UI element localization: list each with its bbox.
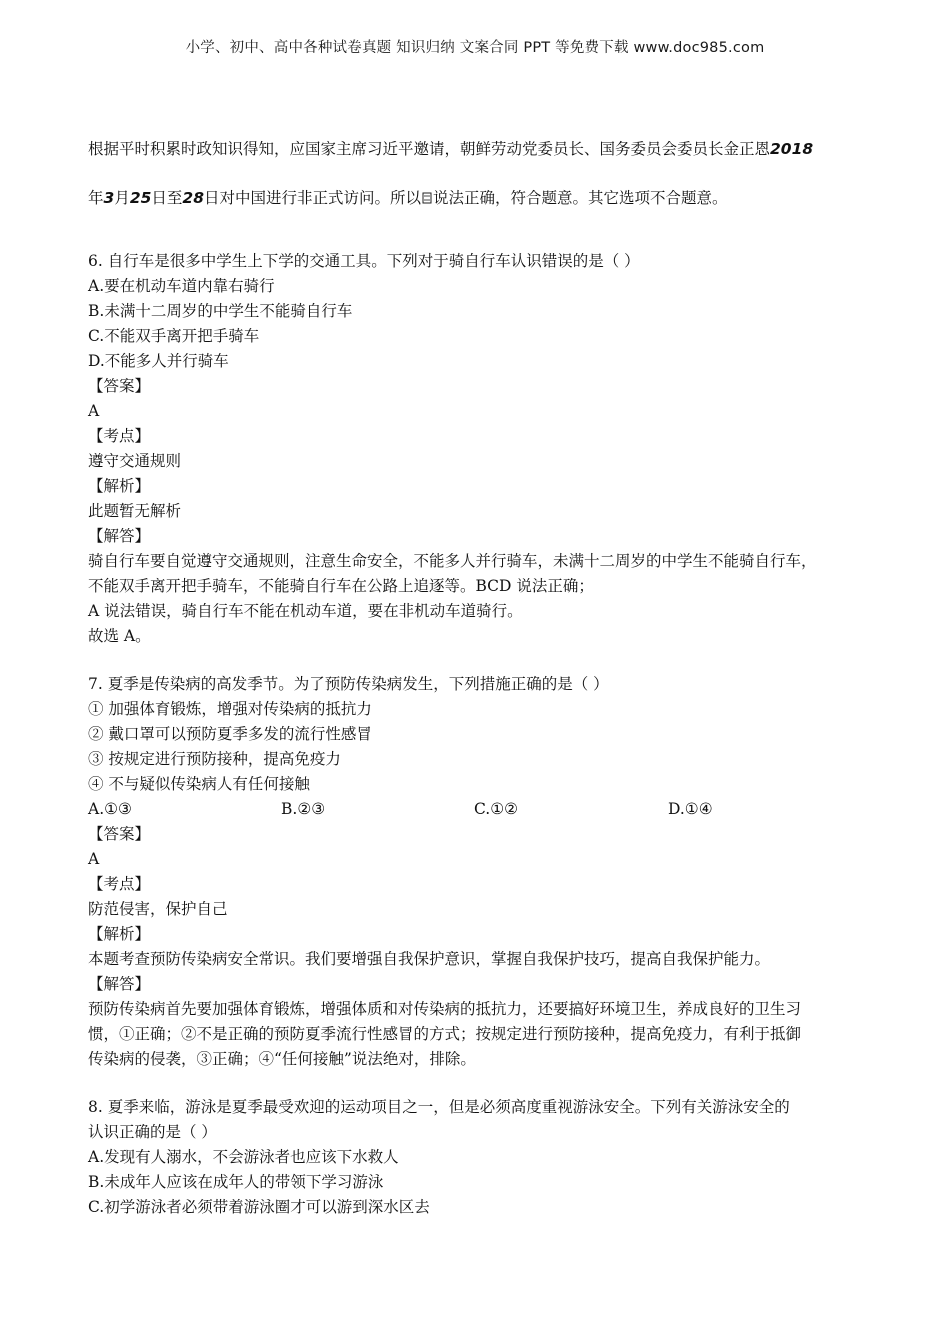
q7-analysis-heading: 【解析】 <box>88 925 151 943</box>
q6-analysis: 此题暂无解析 <box>88 502 182 520</box>
intro-line-1 <box>88 138 813 160</box>
q6-option-c: C.不能双手离开把手骑车 <box>88 327 260 345</box>
q7-option-c: C.①② <box>474 800 519 818</box>
q6-solution-line: 骑自行车要自觉遵守交通规则，注意生命安全，不能多人并行骑车，未满十二周岁的中学生不能骑自行车， <box>88 552 817 570</box>
q6-option-d: D.不能多人并行骑车 <box>88 352 229 370</box>
intro-year: 2018 <box>770 140 814 158</box>
q8-option-b: B.未成年人应该在成年人的带领下学习游泳 <box>88 1173 384 1191</box>
intro-month: 3 <box>103 189 115 207</box>
q6-option-b: B.未满十二周岁的中学生不能骑自行车 <box>88 302 353 320</box>
q7-statement-3: ③ 按规定进行预防接种，提高免疫力 <box>88 750 341 768</box>
q7-solution-heading: 【解答】 <box>88 975 151 993</box>
q6-point-heading: 【考点】 <box>88 427 151 445</box>
q8-option-a: A.发现有人溺水，不会游泳者也应该下水救人 <box>88 1148 399 1166</box>
q6-solution-line: 故选 A。 <box>88 627 151 645</box>
q8-option-c: C.初学游泳者必须带着游泳圈才可以游到深水区去 <box>88 1198 430 1216</box>
q7-statement-4: ④ 不与疑似传染病人有任何接触 <box>88 775 310 793</box>
q6-analysis-heading: 【解析】 <box>88 477 151 495</box>
q7-solution-line: 惯，①正确；②不是正确的预防夏季流行性感冒的方式；按规定进行预防接种，提高免疫力，有利于抵御 <box>88 1025 802 1043</box>
q6-option-a: A.要在机动车道内靠右骑行 <box>88 277 275 295</box>
q7-option-d: D.①④ <box>668 800 713 818</box>
q7-statement-1: ① 加强体育锻炼，增强对传染病的抵抗力 <box>88 700 372 718</box>
q7-answer-heading: 【答案】 <box>88 825 151 843</box>
q7-solution-line: 传染病的侵袭，③正确；④“任何接触”说法绝对，排除。 <box>88 1050 476 1068</box>
q6-answer: A <box>88 402 100 420</box>
intro-part: 月 <box>114 189 130 207</box>
q6-answer-heading: 【答案】 <box>88 377 151 395</box>
q7-option-b: B.②③ <box>281 800 326 818</box>
q7-point: 防范侵害，保护自己 <box>88 900 228 918</box>
q7-stem: 7. 夏季是传染病的高发季节。为了预防传染病发生，下列措施正确的是（ ） <box>88 675 609 693</box>
intro-part: 日至 <box>151 189 183 207</box>
intro-part: 日对中国进行非正式访问。所以 <box>204 189 422 207</box>
q7-solution-line: 预防传染病首先要加强体育锻炼，增强体质和对传染病的抵抗力，还要搞好环境卫生，养成良好的卫生习 <box>88 1000 802 1018</box>
q6-solution-line: A 说法错误，骑自行车不能在机动车道，要在非机动车道骑行。 <box>88 602 523 620</box>
intro-line-2 <box>88 187 728 209</box>
intro-day-start: 25 <box>129 189 152 207</box>
q7-option-a: A.①③ <box>88 800 132 818</box>
intro-part: 年 <box>88 189 104 207</box>
q6-solution-line: 不能双手离开把手骑车，不能骑自行车在公路上追逐等。BCD 说法正确； <box>88 577 594 595</box>
intro-part: 说法正确，符合题意。其它选项不合题意。 <box>433 189 728 207</box>
intro-day-end: 28 <box>182 189 204 207</box>
q7-answer: A <box>88 850 100 868</box>
q7-analysis: 本题考查预防传染病安全常识。我们要增强自我保护意识，掌握自我保护技巧，提高自我保护能力。 <box>88 950 771 968</box>
q7-statement-2: ② 戴口罩可以预防夏季多发的流行性感冒 <box>88 725 372 743</box>
page-header: 小学、初中、高中各种试卷真题 知识归纳 文案合同 PPT 等免费下载 www.doc985.com <box>185 40 765 56</box>
q8-stem-line: 认识正确的是（ ） <box>88 1123 217 1141</box>
q6-stem: 6. 自行车是很多中学生上下学的交通工具。下列对于骑自行车认识错误的是（ ） <box>88 252 640 270</box>
q7-point-heading: 【考点】 <box>88 875 151 893</box>
intro-line-1-text: 根据平时积累时政知识得知，应国家主席习近平邀请，朝鲜劳动党委员长、国务委员会委员长金正恩 <box>88 140 771 158</box>
missing-glyph-icon <box>422 192 432 204</box>
q8-stem-line: 8. 夏季来临，游泳是夏季最受欢迎的运动项目之一，但是必须高度重视游泳安全。下列有关游泳安全的 <box>88 1098 790 1116</box>
q6-solution-heading: 【解答】 <box>88 527 151 545</box>
q6-point: 遵守交通规则 <box>88 452 182 470</box>
